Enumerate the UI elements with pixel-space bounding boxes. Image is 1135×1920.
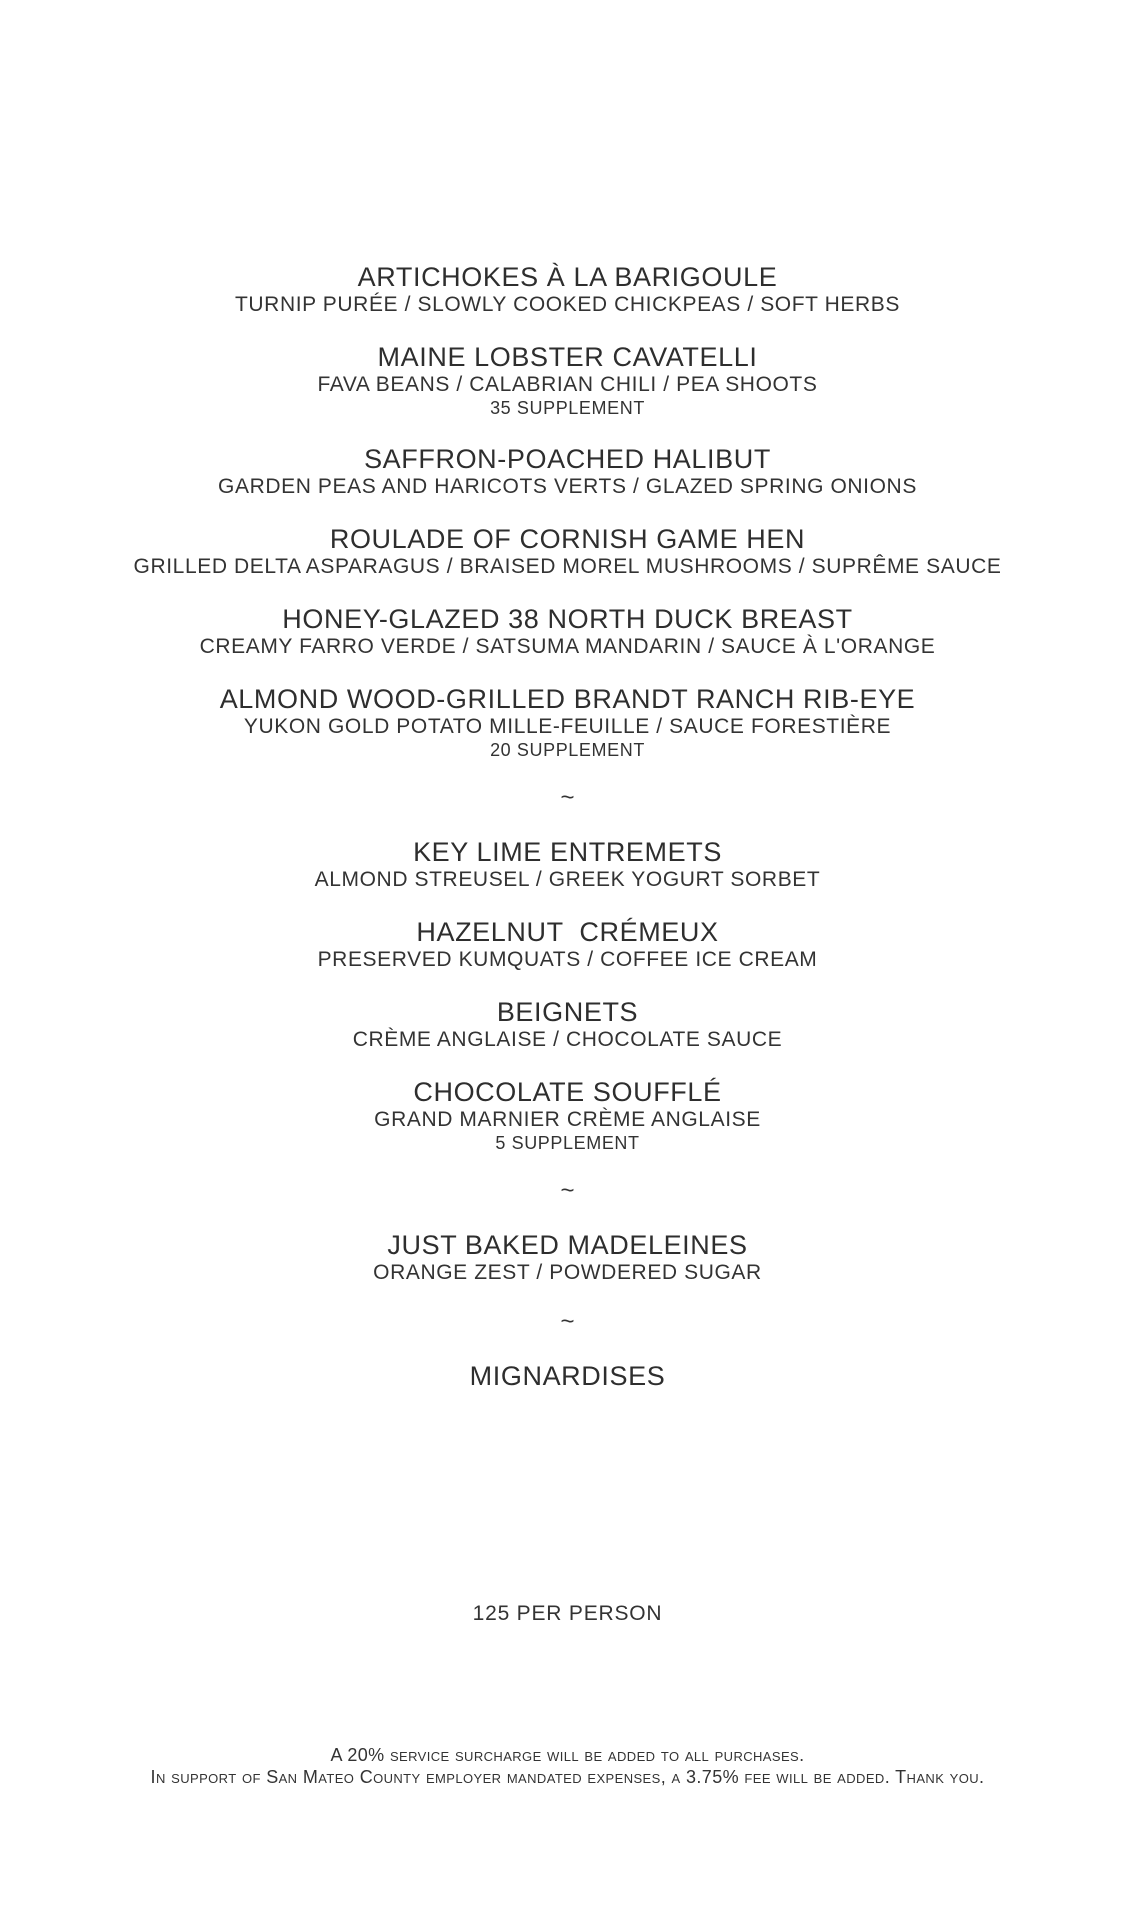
dish-supplement: 35 SUPPLEMENT (490, 398, 645, 418)
menu-item (0, 1077, 1135, 1154)
menu-item (0, 997, 1135, 1052)
dish-name: HONEY-GLAZED 38 NORTH DUCK BREAST (282, 604, 853, 634)
course-dessert (0, 837, 1135, 1154)
dish-description: ALMOND STREUSEL / GREEK YOGURT SORBET (314, 868, 821, 891)
footer-notice (0, 1744, 1135, 1788)
dish-description: GRILLED DELTA ASPARAGUS / BRAISED MOREL MUSHROOMS / SUPRÊME SAUCE (133, 555, 1002, 578)
course-separator: ~ (560, 1177, 575, 1204)
dish-name: ROULADE OF CORNISH GAME HEN (329, 524, 806, 554)
menu-item (0, 524, 1135, 579)
dish-supplement: 5 SUPPLEMENT (495, 1133, 640, 1153)
dish-name: BEIGNETS (496, 997, 639, 1027)
course-separator: ~ (560, 1308, 575, 1335)
dish-name: CHOCOLATE SOUFFLÉ (413, 1077, 722, 1107)
dish-name: ARTICHOKES À LA BARIGOULE (357, 262, 778, 292)
course-main (0, 262, 1135, 761)
menu-item (0, 342, 1135, 419)
dish-description: TURNIP PURÉE / SLOWLY COOKED CHICKPEAS / SOFT HERBS (234, 293, 901, 316)
dish-supplement: 20 SUPPLEMENT (490, 740, 645, 760)
dish-description: PRESERVED KUMQUATS / COFFEE ICE CREAM (317, 948, 818, 971)
menu-item (0, 1361, 1135, 1391)
dish-description: YUKON GOLD POTATO MILLE-FEUILLE / SAUCE FORESTIÈRE (243, 715, 892, 738)
dish-name: SAFFRON-POACHED HALIBUT (364, 444, 771, 474)
menu-item (0, 684, 1135, 761)
surcharge-note: A 20% service surcharge will be added to all purchases. (330, 1745, 805, 1765)
course-separator: ~ (560, 784, 575, 811)
price-per-person: 125 PER PERSON (472, 1602, 663, 1625)
dish-description: CRÈME ANGLAISE / CHOCOLATE SAUCE (352, 1028, 783, 1051)
dish-name: MIGNARDISES (469, 1361, 666, 1391)
dish-description: CREAMY FARRO VERDE / SATSUMA MANDARIN / SAUCE À L'ORANGE (199, 635, 936, 658)
menu-item (0, 262, 1135, 317)
course-madeleines (0, 1230, 1135, 1285)
dish-name: ALMOND WOOD-GRILLED BRANDT RANCH RIB-EYE (219, 684, 916, 714)
menu-item (0, 837, 1135, 892)
dish-description: GRAND MARNIER CRÈME ANGLAISE (374, 1108, 761, 1131)
menu-item (0, 444, 1135, 499)
dish-name: HAZELNUT CRÉMEUX (416, 917, 719, 947)
dish-description: ORANGE ZEST / POWDERED SUGAR (373, 1261, 762, 1284)
fee-note: In support of San Mateo County employer mandated expenses, a 3.75% fee will be added. Thank you. (150, 1767, 985, 1787)
dish-name: KEY LIME ENTREMETS (413, 837, 722, 867)
menu (0, 262, 1135, 1391)
dish-name: JUST BAKED MADELEINES (387, 1230, 748, 1260)
menu-item (0, 1230, 1135, 1285)
dish-name: MAINE LOBSTER CAVATELLI (377, 342, 758, 372)
dish-description: GARDEN PEAS AND HARICOTS VERTS / GLAZED SPRING ONIONS (218, 475, 917, 498)
dish-description: FAVA BEANS / CALABRIAN CHILI / PEA SHOOTS (317, 373, 818, 396)
menu-item (0, 917, 1135, 972)
menu-item (0, 604, 1135, 659)
course-mignardises (0, 1361, 1135, 1391)
